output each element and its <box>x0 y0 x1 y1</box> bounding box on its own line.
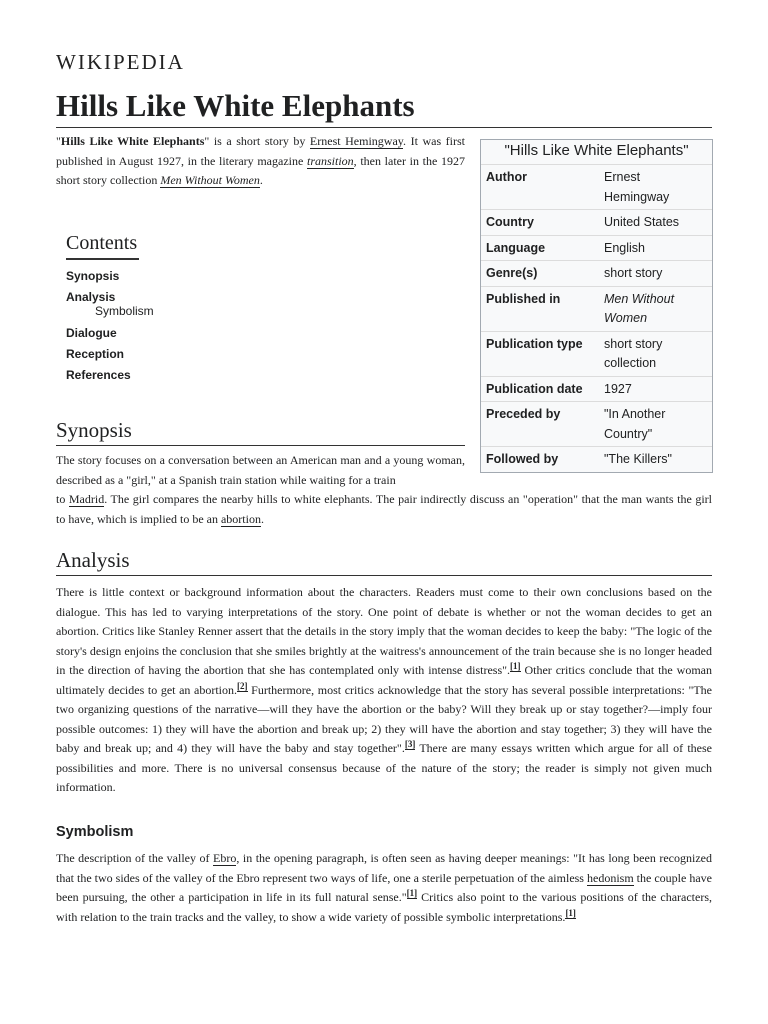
infobox-label: Publication type <box>481 331 595 376</box>
toc-title: Contents <box>66 230 139 260</box>
infobox-label: Followed by <box>481 447 595 472</box>
synopsis-heading: Synopsis <box>56 417 465 446</box>
analysis-text: There is little context or background information about the characters. Readers must come to their own conclusions based on the dialogue. This has led to varying interpretations of the story. One point of debate is whether or not the woman decides to get an abortion. Critics like Stanley Renner assert that the details in the story imply that the woman decides to keep the baby: "The logic of the story's design enjoins the conclusion that she smiles brightly at the waitress's announcement of the train because she is no longer headed in the direction of having the abortion that she has contemplated only with intense distress". <box>56 585 712 677</box>
citation-link[interactable]: [1] <box>406 888 418 898</box>
infobox-value: short story collection <box>595 331 712 376</box>
infobox-value: 1927 <box>595 376 712 402</box>
analysis-text: Other critics conclude that the woman ultimately decides to get an abortion. <box>56 663 712 697</box>
symbolism-heading: Symbolism <box>56 824 134 840</box>
infobox-row <box>481 261 712 287</box>
infobox-label: Country <box>481 210 595 236</box>
infobox-value: short story <box>595 261 712 287</box>
infobox-row <box>481 447 712 472</box>
synopsis-text: . The girl compares the nearby hills to white elephants. The pair indirectly discuss an "operation" that the man wants the girl to have, which is implied to be an <box>56 492 712 526</box>
synopsis-text: . <box>260 511 264 526</box>
symbolism-text: The description of the valley of <box>56 851 214 865</box>
intro-text: . It was first published in August 1927, in the literary magazine <box>56 134 465 168</box>
ernest-hemingway-link[interactable]: Ernest Hemingway <box>309 134 404 148</box>
madrid-link[interactable]: Madrid <box>68 492 105 506</box>
intro-text: " <box>56 134 61 148</box>
analysis-paragraph <box>56 583 712 798</box>
infobox-value[interactable]: Ernest Hemingway <box>595 165 712 210</box>
page-title: Hills Like White Elephants <box>56 88 712 128</box>
analysis-text: There are many essays written which argue for all of these possibilities and more. There is no universal consensus because of the nature of the story; the reader is simply not given much information. <box>56 741 713 794</box>
infobox-row <box>481 376 712 402</box>
toc-item-references[interactable]: References <box>66 368 131 382</box>
infobox-row <box>481 331 712 376</box>
infobox-value: English <box>595 235 712 261</box>
abortion-link[interactable]: abortion <box>220 511 261 526</box>
infobox-label: Author <box>481 165 595 210</box>
intro-title-bold: Hills Like White Elephants <box>60 134 205 148</box>
citation-link[interactable]: [3] <box>404 739 416 749</box>
intro-text: " is a short story by <box>204 134 310 148</box>
infobox-row <box>481 402 712 447</box>
symbolism-text: Critics also point to the various positions of the characters, with relation to the train tracks and the valley, to show a wide variety of possible symbolic interpretations. <box>56 890 712 924</box>
toc-item-symbolism[interactable]: Symbolism <box>95 304 154 318</box>
toc-item-dialogue[interactable]: Dialogue <box>66 326 117 340</box>
infobox-value[interactable]: Men Without Women <box>595 286 712 331</box>
toc-item-reception[interactable]: Reception <box>66 347 125 361</box>
infobox-label: Publication date <box>481 376 595 402</box>
infobox-value[interactable]: "The Killers" <box>595 447 712 472</box>
citation-link[interactable]: [1] <box>565 907 576 918</box>
infobox-value: United States <box>595 210 712 236</box>
ebro-link[interactable]: Ebro <box>213 851 237 865</box>
citation-link[interactable]: [1] <box>510 661 521 671</box>
analysis-text: Furthermore, most critics acknowledge that the story has several possible interpretations: "The two organizing questions of the narrative—will they have the abortion or the baby? Will they break up or stay together?—imply four possible outcomes: 1) they will have the abortion and break up; 2) they will have the abortion and stay together; 3) they will have the baby and break up; and 4) they will have the baby and stay together". <box>56 682 713 755</box>
infobox-row <box>481 210 712 236</box>
infobox-row <box>481 165 712 210</box>
infobox-label: Language <box>481 235 595 261</box>
intro-text: . <box>259 173 263 187</box>
toc-item-synopsis[interactable]: Synopsis <box>66 269 120 283</box>
infobox-label: Genre(s) <box>481 261 595 287</box>
synopsis-paragraph <box>56 490 712 529</box>
symbolism-paragraph <box>56 849 712 927</box>
infobox-label: Published in <box>481 286 595 331</box>
men-without-women-link[interactable]: Men Without Women <box>160 173 260 187</box>
intro-paragraph <box>56 132 465 191</box>
symbolism-text: , in the opening paragraph, is often seen as having deeper meanings: "It has long been recognized that the two sides of the valley of the Ebro represent two ways of life, one a sterile perpetuation of the aimless <box>56 851 712 885</box>
synopsis-paragraph-part1 <box>56 451 465 490</box>
infobox-label: Preceded by <box>481 402 595 447</box>
table-of-contents <box>66 230 154 386</box>
symbolism-text: the couple have been pursuing, the other a participation in life in its full natural sense." <box>56 870 712 904</box>
wikipedia-logo[interactable]: WIKIPEDIA <box>56 50 185 74</box>
transition-link[interactable]: transition <box>306 153 354 168</box>
hedonism-link[interactable]: hedonism <box>587 870 634 885</box>
infobox-row <box>481 235 712 261</box>
synopsis-text: to <box>56 492 69 506</box>
intro-text: , then later in the 1927 short story collection <box>56 153 465 187</box>
infobox-row <box>481 286 712 331</box>
infobox-table <box>481 164 712 472</box>
infobox-value[interactable]: "In Another Country" <box>595 402 712 447</box>
synopsis-text: The story focuses on a conversation between an American man and a young woman, described as a "girl," at a Spanish train station while waiting for a train <box>56 453 465 487</box>
toc-list <box>66 266 154 386</box>
toc-item-analysis[interactable]: Analysis <box>66 290 116 304</box>
infobox-title: "Hills Like White Elephants" <box>504 142 689 159</box>
citation-link[interactable]: [2] <box>237 680 248 691</box>
infobox <box>480 139 713 473</box>
analysis-heading: Analysis <box>56 547 712 576</box>
